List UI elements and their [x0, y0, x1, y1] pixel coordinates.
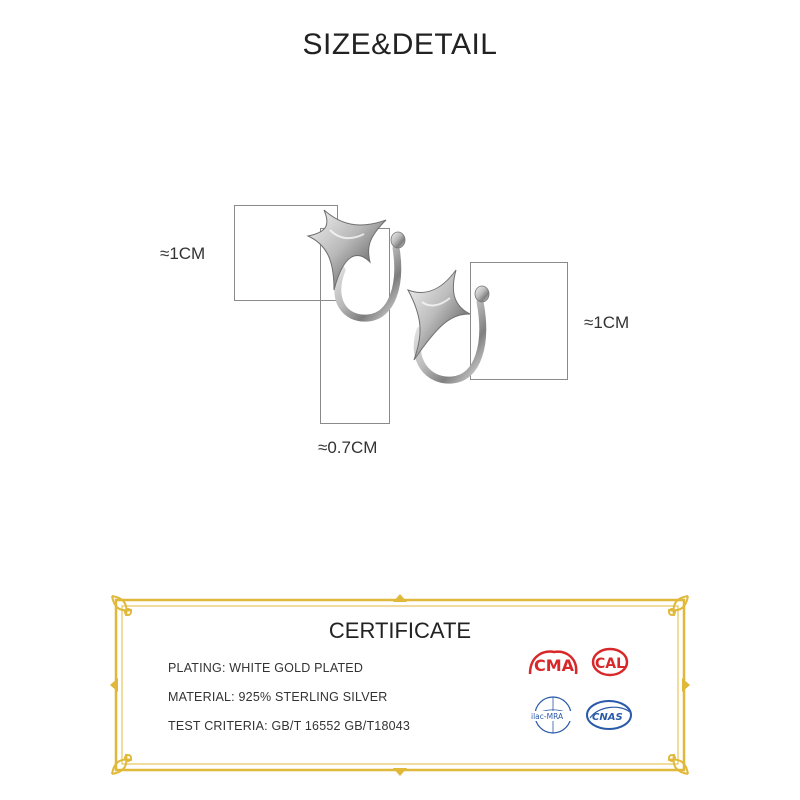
svg-text:ilac-MRA: ilac-MRA: [531, 712, 564, 721]
cnas-logo-icon: [584, 698, 634, 732]
svg-text:CAL: CAL: [595, 656, 626, 672]
earring-right-image: [392, 252, 512, 392]
svg-text:CMA: CMA: [534, 656, 575, 675]
cma-logo-icon: [526, 648, 582, 678]
plating-line: PLATING: WHITE GOLD PLATED: [168, 661, 364, 675]
height-label-left: ≈1CM: [160, 244, 206, 263]
page-title: SIZE&DETAIL: [302, 28, 498, 61]
material-line: MATERIAL: 925% STERLING SILVER: [168, 690, 388, 704]
height-label-right: ≈1CM: [584, 313, 630, 332]
svg-text:CNAS: CNAS: [592, 712, 623, 723]
cal-logo-icon: [590, 646, 630, 678]
certificate-panel: [110, 594, 690, 776]
certificate-title: CERTIFICATE: [328, 618, 472, 643]
test-criteria-line: TEST CRITERIA: GB/T 16552 GB/T18043: [168, 719, 411, 733]
ilac-mra-logo-icon: [528, 694, 578, 740]
width-label-bottom: ≈0.7CM: [318, 438, 378, 457]
